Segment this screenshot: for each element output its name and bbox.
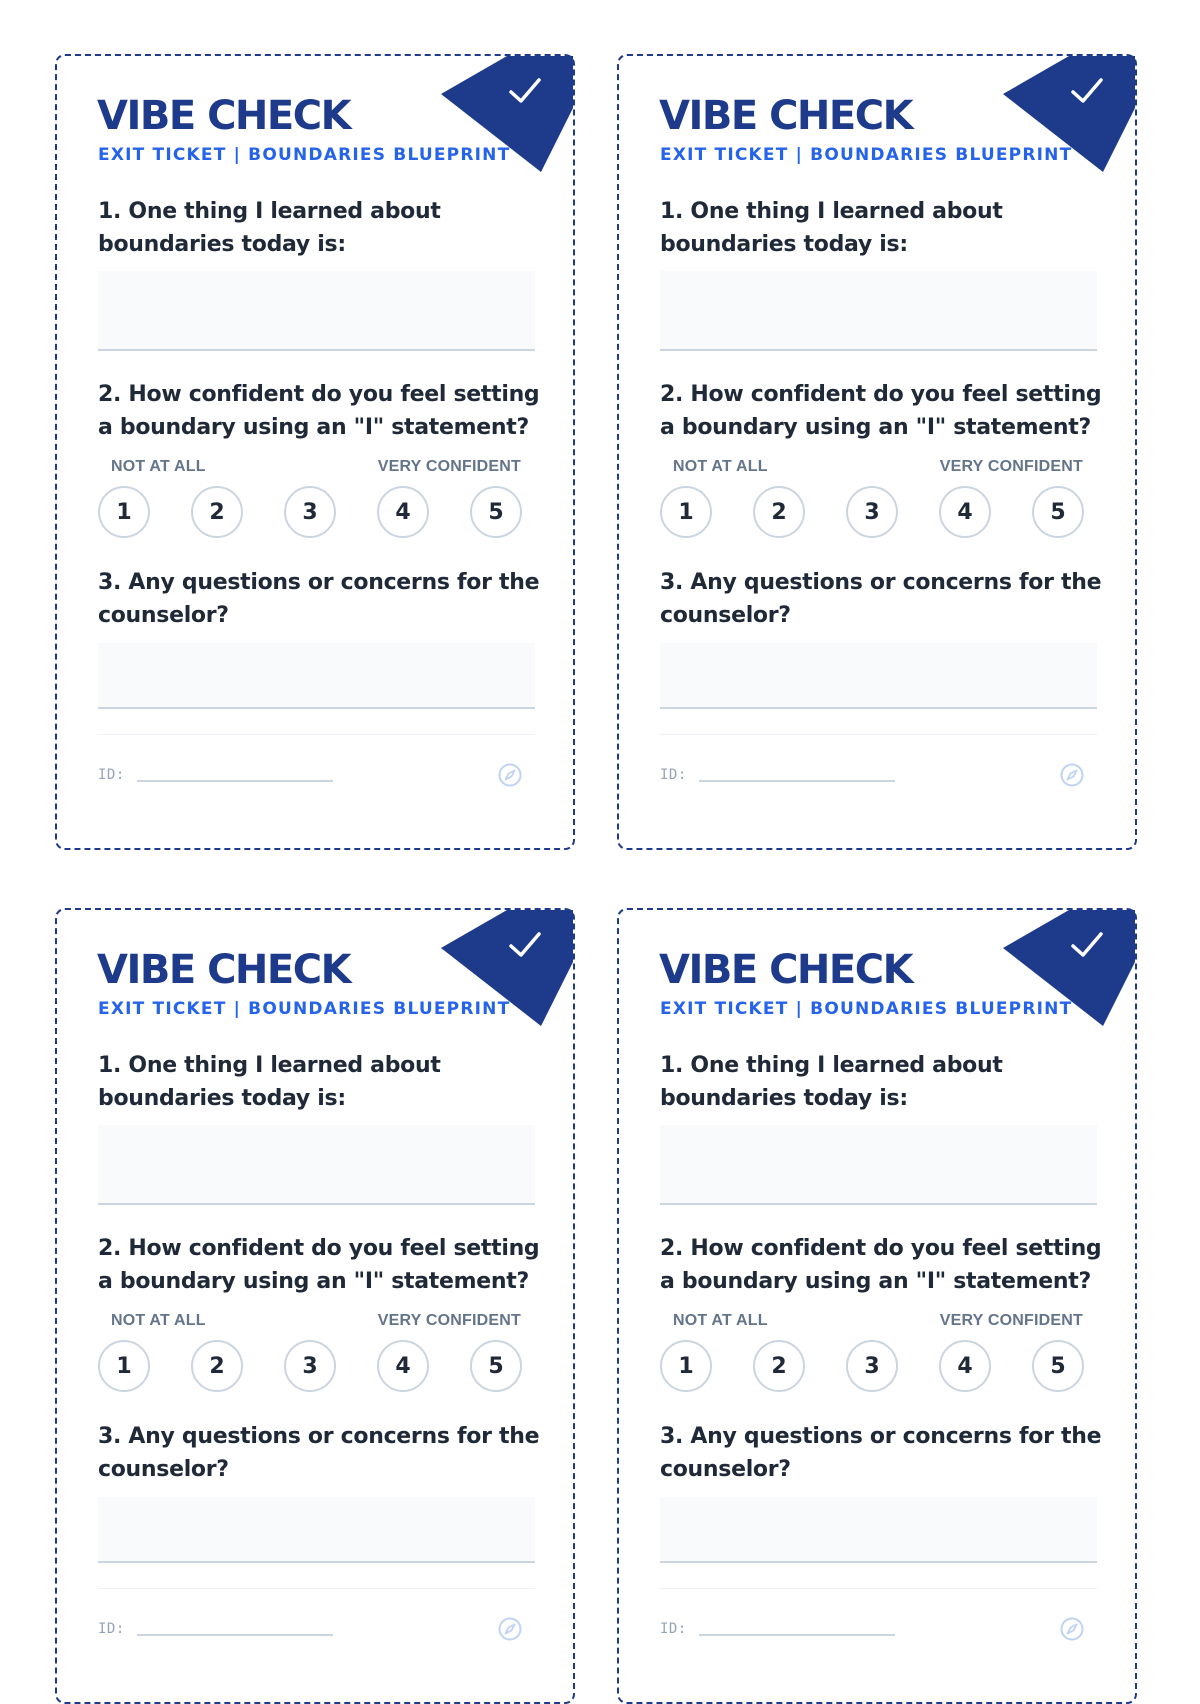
question-2: 2. How confident do you feel setting a boundary using an "I" statement? bbox=[660, 382, 1102, 440]
scale-high-label: VERY CONFIDENT bbox=[377, 458, 521, 475]
ticket-title: VIBE CHECK bbox=[659, 93, 913, 139]
id-field[interactable] bbox=[699, 1634, 895, 1636]
scale-high-label: VERY CONFIDENT bbox=[377, 1312, 521, 1329]
compass-icon bbox=[497, 1616, 523, 1642]
exit-ticket-card bbox=[617, 908, 1137, 1704]
rating-option-4[interactable]: 4 bbox=[377, 1340, 429, 1392]
rating-option-4[interactable]: 4 bbox=[939, 486, 991, 538]
ticket-title: VIBE CHECK bbox=[659, 947, 913, 993]
ticket-subtitle: EXIT TICKET | BOUNDARIES BLUEPRINT bbox=[98, 999, 511, 1019]
rating-option-4[interactable]: 4 bbox=[939, 1340, 991, 1392]
ticket-subtitle: EXIT TICKET | BOUNDARIES BLUEPRINT bbox=[660, 999, 1073, 1019]
question-2: 2. How confident do you feel setting a boundary using an "I" statement? bbox=[98, 382, 540, 440]
id-label: ID: bbox=[98, 1621, 125, 1637]
rating-option-1[interactable]: 1 bbox=[98, 1340, 150, 1392]
footer-divider bbox=[660, 1588, 1097, 1589]
footer-divider bbox=[98, 734, 535, 735]
footer-divider bbox=[660, 734, 1097, 735]
question-1: 1. One thing I learned about boundaries today is: bbox=[98, 199, 441, 257]
answer-3-field[interactable] bbox=[98, 643, 535, 709]
rating-option-3[interactable]: 3 bbox=[284, 1340, 336, 1392]
id-label: ID: bbox=[660, 767, 687, 783]
answer-3-field[interactable] bbox=[660, 1497, 1097, 1563]
rating-option-2[interactable]: 2 bbox=[753, 486, 805, 538]
footer-divider bbox=[98, 1588, 535, 1589]
scale-low-label: NOT AT ALL bbox=[673, 1312, 768, 1329]
question-3: 3. Any questions or concerns for the counselor? bbox=[660, 570, 1102, 628]
scale-low-label: NOT AT ALL bbox=[673, 458, 768, 475]
rating-option-5[interactable]: 5 bbox=[470, 486, 522, 538]
rating-option-5[interactable]: 5 bbox=[470, 1340, 522, 1392]
compass-icon bbox=[1059, 1616, 1085, 1642]
id-field[interactable] bbox=[699, 780, 895, 782]
answer-3-field[interactable] bbox=[98, 1497, 535, 1563]
question-3: 3. Any questions or concerns for the counselor? bbox=[98, 570, 540, 628]
question-3: 3. Any questions or concerns for the counselor? bbox=[660, 1424, 1102, 1482]
compass-icon bbox=[1059, 762, 1085, 788]
ticket-title: VIBE CHECK bbox=[97, 93, 351, 139]
compass-icon bbox=[497, 762, 523, 788]
scale-low-label: NOT AT ALL bbox=[111, 458, 206, 475]
answer-1-field[interactable] bbox=[660, 271, 1097, 351]
id-label: ID: bbox=[98, 767, 125, 783]
question-3: 3. Any questions or concerns for the counselor? bbox=[98, 1424, 540, 1482]
rating-option-1[interactable]: 1 bbox=[660, 486, 712, 538]
question-1: 1. One thing I learned about boundaries today is: bbox=[98, 1053, 441, 1111]
id-field[interactable] bbox=[137, 1634, 333, 1636]
rating-option-3[interactable]: 3 bbox=[284, 486, 336, 538]
answer-3-field[interactable] bbox=[660, 643, 1097, 709]
id-label: ID: bbox=[660, 1621, 687, 1637]
rating-option-1[interactable]: 1 bbox=[660, 1340, 712, 1392]
ticket-title: VIBE CHECK bbox=[97, 947, 351, 993]
rating-option-4[interactable]: 4 bbox=[377, 486, 429, 538]
rating-option-3[interactable]: 3 bbox=[846, 1340, 898, 1392]
rating-option-2[interactable]: 2 bbox=[191, 486, 243, 538]
id-field[interactable] bbox=[137, 780, 333, 782]
question-2: 2. How confident do you feel setting a boundary using an "I" statement? bbox=[98, 1236, 540, 1294]
answer-1-field[interactable] bbox=[660, 1125, 1097, 1205]
question-1: 1. One thing I learned about boundaries today is: bbox=[660, 199, 1003, 257]
question-1: 1. One thing I learned about boundaries today is: bbox=[660, 1053, 1003, 1111]
scale-high-label: VERY CONFIDENT bbox=[939, 458, 1083, 475]
scale-high-label: VERY CONFIDENT bbox=[939, 1312, 1083, 1329]
scale-low-label: NOT AT ALL bbox=[111, 1312, 206, 1329]
question-2: 2. How confident do you feel setting a boundary using an "I" statement? bbox=[660, 1236, 1102, 1294]
exit-ticket-card bbox=[55, 908, 575, 1704]
ticket-subtitle: EXIT TICKET | BOUNDARIES BLUEPRINT bbox=[660, 145, 1073, 165]
rating-option-5[interactable]: 5 bbox=[1032, 1340, 1084, 1392]
rating-option-2[interactable]: 2 bbox=[191, 1340, 243, 1392]
rating-option-3[interactable]: 3 bbox=[846, 486, 898, 538]
exit-ticket-card bbox=[55, 54, 575, 850]
answer-1-field[interactable] bbox=[98, 1125, 535, 1205]
rating-option-5[interactable]: 5 bbox=[1032, 486, 1084, 538]
answer-1-field[interactable] bbox=[98, 271, 535, 351]
rating-option-2[interactable]: 2 bbox=[753, 1340, 805, 1392]
ticket-subtitle: EXIT TICKET | BOUNDARIES BLUEPRINT bbox=[98, 145, 511, 165]
rating-option-1[interactable]: 1 bbox=[98, 486, 150, 538]
exit-ticket-card bbox=[617, 54, 1137, 850]
